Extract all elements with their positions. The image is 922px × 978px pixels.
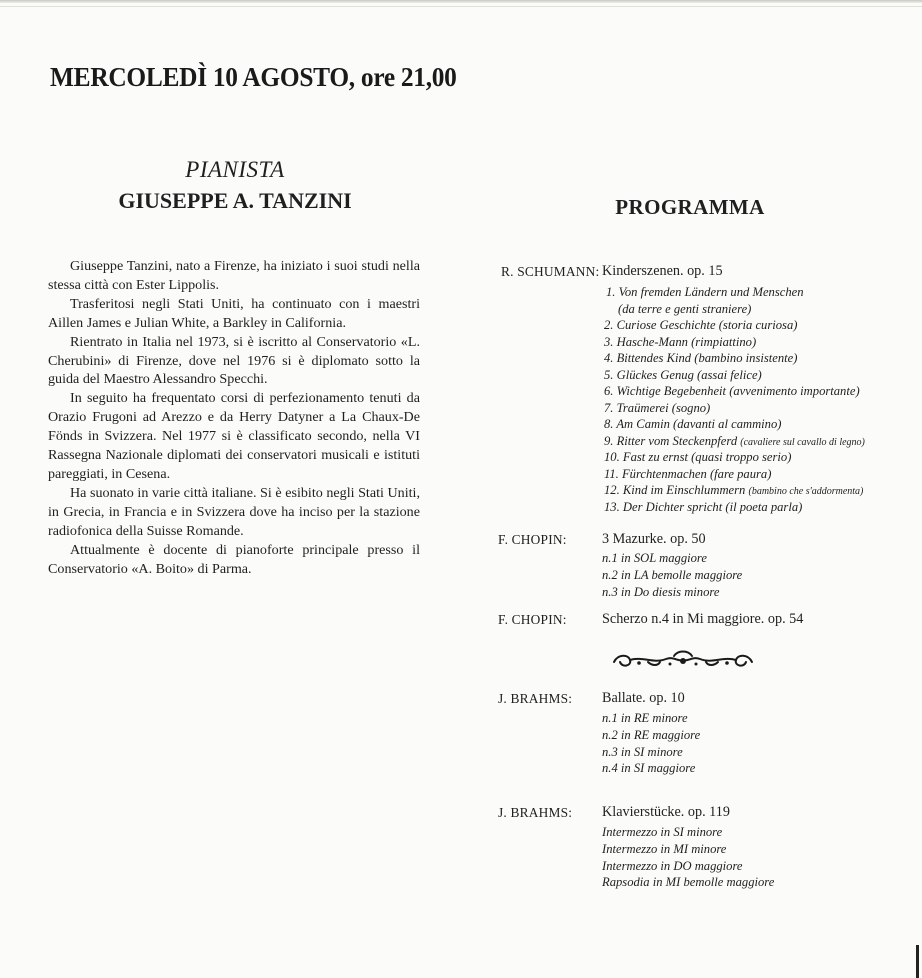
- bio-paragraph: Trasferitosi negli Stati Uniti, ha continuato con i maestri Aillen James e Julian White, a Barkley in California.: [48, 295, 420, 331]
- program-movement: Intermezzo in DO maggiore: [602, 858, 743, 873]
- program-composer: J. BRAHMS:: [498, 691, 573, 706]
- program-work-title: Kinderszenen. op. 15: [602, 263, 723, 279]
- movement-note: (cavaliere sul cavallo di legno): [740, 436, 865, 448]
- program-movement: 8. Am Camin (davanti al cammino): [604, 417, 782, 431]
- bio-paragraph: Attualmente è docente di pianoforte principale presso il Conservatorio «A. Boito» di Parma.: [48, 541, 420, 577]
- program-work-title: Ballate. op. 10: [602, 690, 685, 706]
- program-movement: 2. Curiose Geschichte (storia curiosa): [604, 318, 798, 332]
- program-movement: 9. Ritter vom Steckenpferd (cavaliere sul cavallo di legno): [604, 433, 865, 448]
- program-composer: J. BRAHMS:: [498, 805, 573, 820]
- program-movement: 1. Von fremden Ländern und Menschen: [606, 285, 804, 299]
- program-movement: 10. Fast zu ernst (quasi troppo serio): [604, 450, 792, 464]
- program-movement: n.2 in RE maggiore: [602, 727, 701, 742]
- program-movement: n.3 in SI minore: [602, 744, 683, 759]
- program-movement: 3. Hasche-Mann (rimpiattino): [604, 334, 757, 349]
- program-movement: Intermezzo in SI minore: [602, 825, 723, 839]
- ornament-divider-icon: [608, 648, 758, 672]
- program-composer: F. CHOPIN:: [498, 532, 567, 547]
- program-movement: n.3 in Do diesis minore: [602, 585, 720, 599]
- performer-role: PIANISTA: [185, 157, 285, 182]
- program-movement: n.1 in SOL maggiore: [602, 551, 707, 565]
- biography: [48, 257, 420, 578]
- program-movement: (da terre e genti straniere): [618, 301, 752, 316]
- bio-paragraph: Giuseppe Tanzini, nato a Firenze, ha iniziato i suoi studi nella stessa città con Ester Lippolis.: [48, 258, 420, 293]
- program-movement: 7. Traümerei (sogno): [604, 400, 711, 415]
- program-movement: Intermezzo in MI minore: [602, 841, 727, 856]
- program-movement: n.4 in SI maggiore: [602, 761, 696, 776]
- movement-note: (bambino che s'addormenta): [748, 486, 864, 497]
- bio-paragraph: Rientrato in Italia nel 1973, si è iscritto al Conservatorio «L. Cherubini» di Firenze, dove nel 1976 si è diplomato sotto la guida del Maestro Alessandro Specchi.: [48, 333, 420, 388]
- page-edge-mark: [916, 945, 919, 978]
- program-movement: 4. Bittendes Kind (bambino insistente): [604, 351, 798, 365]
- program-movement: 12. Kind im Einschlummern (bambino che s'addormenta): [604, 483, 864, 497]
- top-rule-thin: [0, 6, 922, 7]
- program-composer: F. CHOPIN:: [498, 612, 567, 627]
- program-movement: 6. Wichtige Begebenheit (avvenimento importante): [604, 384, 860, 398]
- program-movement: n.2 in LA bemolle maggiore: [602, 568, 743, 582]
- program-work-title: 3 Mazurke. op. 50: [602, 531, 706, 547]
- top-rule: [0, 0, 922, 3]
- program-movement: n.1 in RE minore: [602, 711, 688, 725]
- program-movement: 13. Der Dichter spricht (il poeta parla): [604, 499, 803, 514]
- program-movement: 11. Fürchtenmachen (fare paura): [604, 466, 772, 481]
- event-title: MERCOLEDÌ 10 AGOSTO, ore 21,00: [50, 62, 457, 92]
- bio-paragraph: In seguito ha frequentato corsi di perfezionamento tenuti da Orazio Frugoni ad Arezzo e da Herry Datyner a La Chaux-De Fönds in Svizzera. Nel 1977 si è classificato secondo, nella VI Rassegna Nazionale diplomati dei conservatori musicali e istituti pareggiati, in Cesena.: [48, 390, 420, 482]
- program-heading: PROGRAMMA: [615, 195, 765, 219]
- performer-name: GIUSEPPE A. TANZINI: [118, 188, 352, 213]
- program-composer: R. SCHUMANN:: [501, 264, 600, 279]
- program-work-title: Scherzo n.4 in Mi maggiore. op. 54: [602, 611, 804, 627]
- program-work-title: Klavierstücke. op. 119: [602, 804, 730, 820]
- program-movement: 5. Glückes Genug (assai felice): [604, 367, 762, 382]
- bio-paragraph: Ha suonato in varie città italiane. Si è esibito negli Stati Uniti, in Grecia, in Francia e in Svizzera dove ha inciso per la stazione radiofonica della Suisse Romande.: [48, 484, 420, 539]
- program-movement: Rapsodia in MI bemolle maggiore: [602, 875, 775, 890]
